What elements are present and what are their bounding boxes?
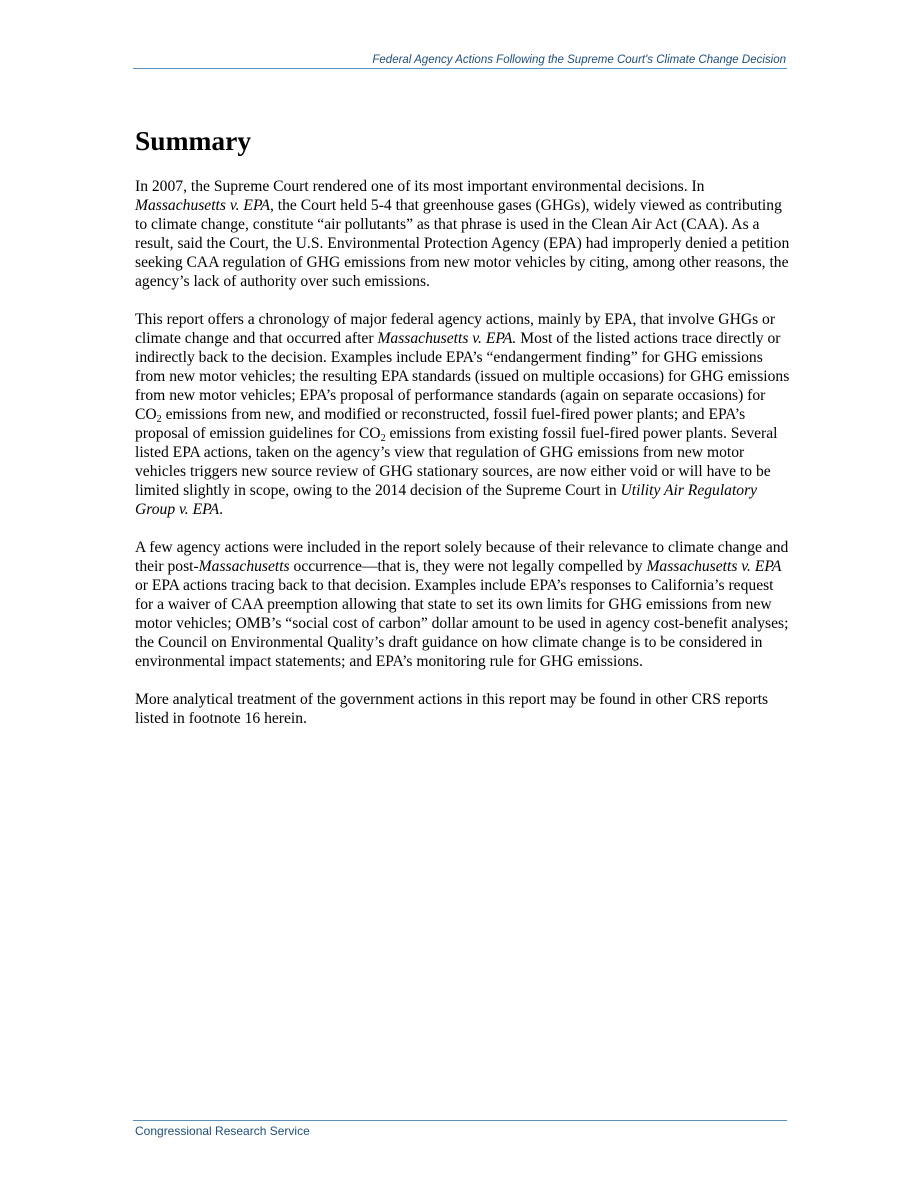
case-name: Massachusetts v. EPA	[135, 197, 270, 214]
paragraph-2-text-b: Most of the listed actions trace directly or indirectly back to the decision. Examples include EPA’s “endangerment finding” for GHG emissions from new motor vehicles; the resulting EPA standards (issued on multiple occasions) for GHG emissions from new motor vehicles; EPA’s proposal of performance standards (again on separate occasions) for CO	[135, 330, 790, 423]
paragraph-4-text: More analytical treatment of the government actions in this report may be found in other CRS reports listed in footnote 16 herein.	[135, 691, 769, 727]
case-name: Massachusetts	[198, 558, 290, 575]
paragraph-1-text-b: , the Court held 5-4 that greenhouse gases (GHGs), widely viewed as contributing to climate change, constitute “air pollutants” as that phrase is used in the Clean Air Act (CAA). As a result, said the Court, the U.S. Environmental Protection Agency (EPA) had improperly denied a petition seeking CAA regulation of GHG emissions from new motor vehicles by citing, among other reasons, the agency’s lack of authority over such emissions.	[135, 197, 790, 290]
paragraph-3-text-c: or EPA actions tracing back to that decision. Examples include EPA’s responses to California’s request for a waiver of CAA preemption allowing that state to set its own limits for GHG emissions from new motor vehicles; OMB’s “social cost of carbon” dollar amount to be used in agency cost-benefit analyses; the Council on Environmental Quality’s draft guidance on how climate change is to be considered in environmental impact statements; and EPA’s monitoring rule for GHG emissions.	[135, 577, 789, 670]
subscript: 2	[380, 433, 386, 444]
paragraph-3-text-a: A few agency actions were included in the report solely because of their relevance to climate change and their post-	[135, 539, 789, 575]
paragraph-2	[135, 310, 795, 519]
paragraph-2-text-a: This report offers a chronology of major federal agency actions, mainly by EPA, that involve GHGs or climate change and that occurred after	[135, 311, 776, 347]
paragraph-3-text-b: occurrence—that is, they were not legally compelled by	[289, 558, 647, 575]
paragraph-2-text-d: emissions from existing fossil fuel-fired power plants. Several listed EPA actions, taken on the agency’s view that regulation of GHG emissions from new motor vehicles triggers new source review of GHG stationary sources, are now either void or will have to be limited slightly in scope, owing to the 2014 decision of the Supreme Court in	[135, 425, 778, 499]
paragraph-4	[135, 690, 795, 728]
subscript: 2	[156, 414, 162, 425]
running-header	[133, 52, 787, 69]
section-title: Summary	[135, 125, 252, 156]
running-footer	[133, 1120, 787, 1140]
paragraph-2-text-c: emissions from new, and modified or reconstructed, fossil fuel-fired power plants; and EPA’s proposal of emission guidelines for CO	[135, 406, 746, 442]
footer-publisher: Congressional Research Service	[135, 1124, 310, 1138]
running-header-title: Federal Agency Actions Following the Supreme Court's Climate Change Decision	[372, 54, 786, 66]
paragraph-3	[135, 538, 795, 671]
paragraph-1-text-a: In 2007, the Supreme Court rendered one of its most important environmental decisions. In	[135, 178, 705, 195]
summary-body	[135, 177, 795, 747]
case-name: Massachusetts v. EPA	[646, 558, 782, 575]
paragraph-1	[135, 177, 795, 291]
paragraph-2-text-e: .	[219, 501, 224, 518]
case-name: Massachusetts v. EPA.	[377, 330, 517, 347]
case-name: Utility Air Regulatory Group v. EPA	[135, 482, 758, 518]
